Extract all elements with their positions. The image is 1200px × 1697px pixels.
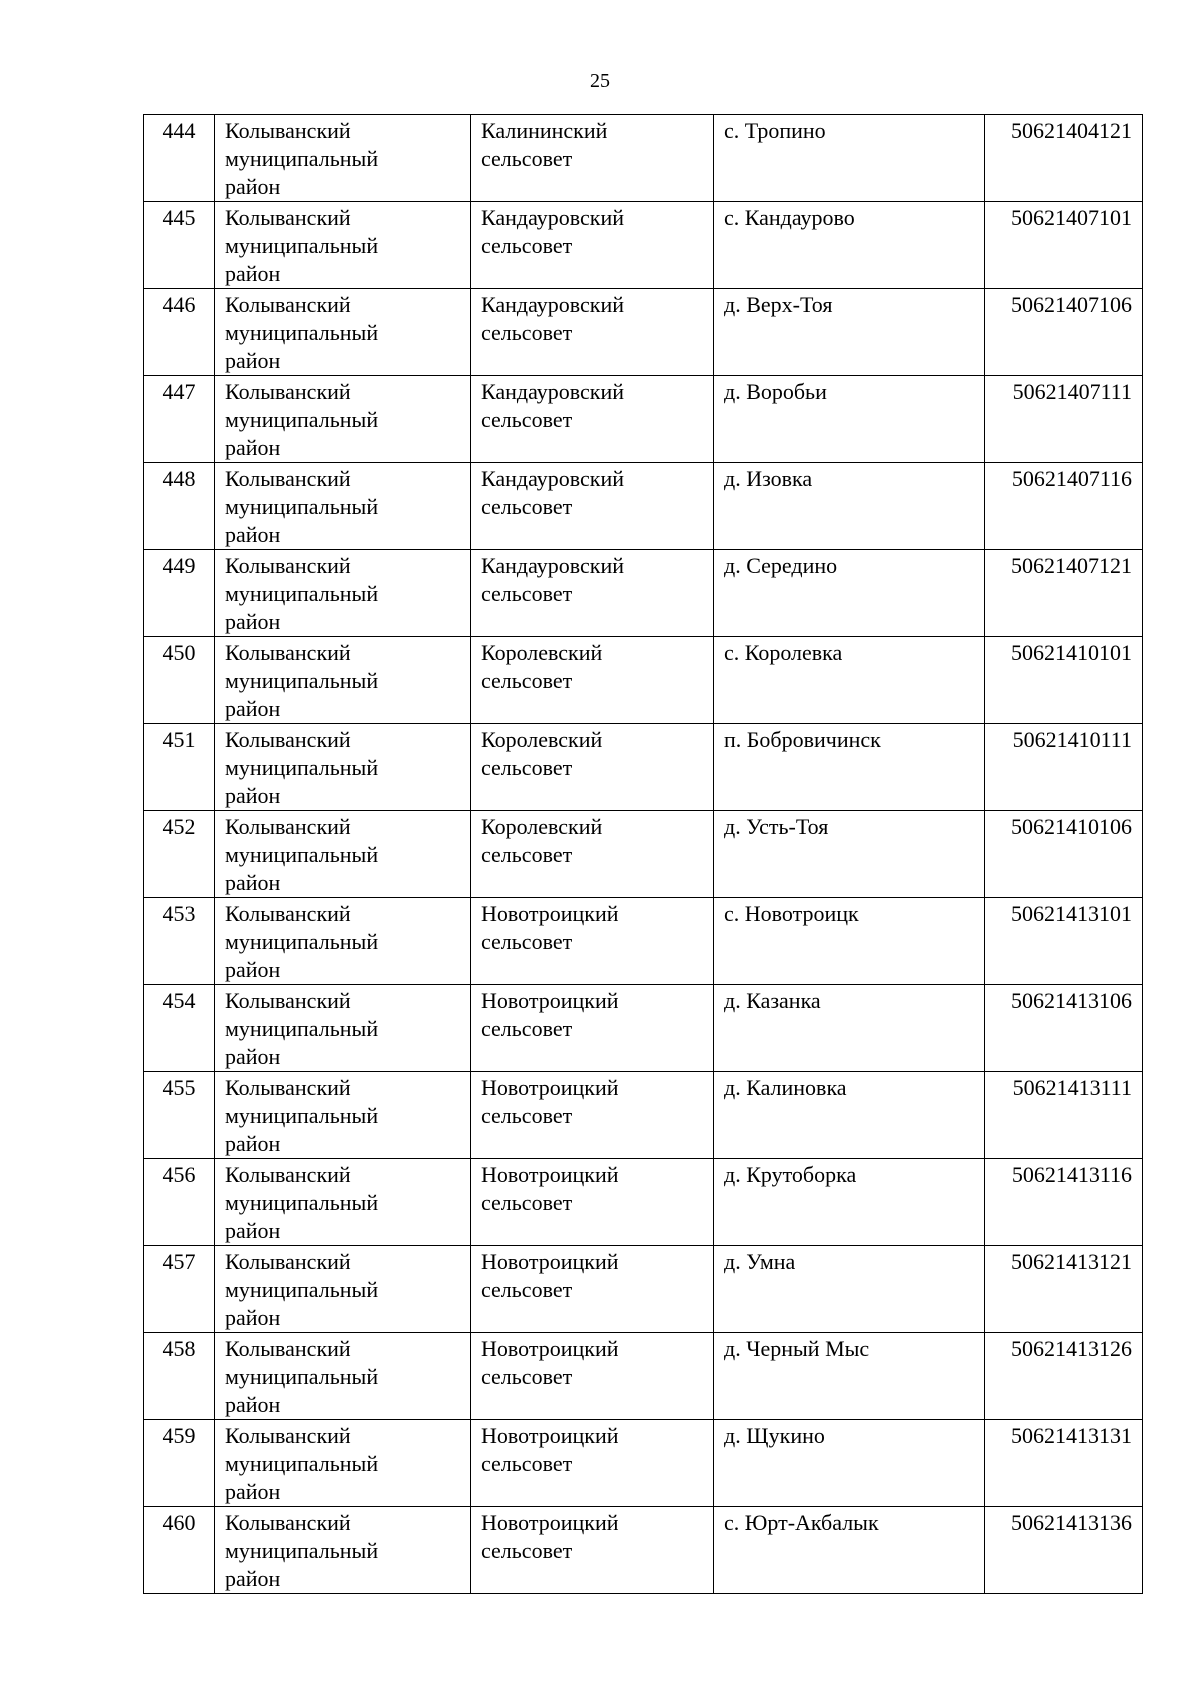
council-line: сельсовет	[481, 1277, 573, 1302]
table-row	[144, 898, 1143, 985]
district-line: муниципальный	[225, 233, 379, 258]
oktmo-code-cell: 50621410106	[985, 811, 1143, 898]
district-line: Колыванский	[225, 1249, 351, 1274]
district-cell	[215, 463, 471, 550]
oktmo-code-cell: 50621413106	[985, 985, 1143, 1072]
table-row	[144, 1333, 1143, 1420]
council-cell	[471, 1159, 714, 1246]
row-number: 458	[144, 1333, 215, 1420]
district-cell	[215, 202, 471, 289]
district-line: район	[225, 348, 281, 373]
table-row	[144, 1420, 1143, 1507]
district-cell	[215, 289, 471, 376]
council-line: Новотроицкий	[481, 1075, 619, 1100]
district-line: муниципальный	[225, 1364, 379, 1389]
district-line: район	[225, 1392, 281, 1417]
locality-cell: с. Юрт-Акбалык	[714, 1507, 985, 1594]
district-line: муниципальный	[225, 929, 379, 954]
district-line: район	[225, 783, 281, 808]
table-row	[144, 376, 1143, 463]
council-cell	[471, 1246, 714, 1333]
district-line: муниципальный	[225, 494, 379, 519]
row-number: 444	[144, 115, 215, 202]
district-line: муниципальный	[225, 1277, 379, 1302]
council-line: Кандауровский	[481, 205, 625, 230]
council-line: Новотроицкий	[481, 1336, 619, 1361]
oktmo-code-cell: 50621413126	[985, 1333, 1143, 1420]
table-row	[144, 1507, 1143, 1594]
row-number: 455	[144, 1072, 215, 1159]
district-cell	[215, 1507, 471, 1594]
district-line: Колыванский	[225, 205, 351, 230]
district-cell	[215, 1333, 471, 1420]
oktmo-code-cell: 50621413121	[985, 1246, 1143, 1333]
locality-cell: п. Бобровичинск	[714, 724, 985, 811]
district-cell	[215, 1072, 471, 1159]
row-number: 460	[144, 1507, 215, 1594]
locality-cell: д. Середино	[714, 550, 985, 637]
district-cell	[215, 1420, 471, 1507]
district-line: муниципальный	[225, 755, 379, 780]
council-line: сельсовет	[481, 668, 573, 693]
oktmo-code-cell: 50621407111	[985, 376, 1143, 463]
council-line: сельсовет	[481, 1538, 573, 1563]
council-line: сельсовет	[481, 581, 573, 606]
locality-cell: д. Крутоборка	[714, 1159, 985, 1246]
council-cell	[471, 1507, 714, 1594]
district-line: район	[225, 1044, 281, 1069]
locality-cell: д. Воробьи	[714, 376, 985, 463]
locality-cell: д. Усть-Тоя	[714, 811, 985, 898]
council-cell	[471, 637, 714, 724]
council-line: сельсовет	[481, 494, 573, 519]
district-line: Колыванский	[225, 466, 351, 491]
council-line: Калининский	[481, 118, 608, 143]
council-line: Новотроицкий	[481, 988, 619, 1013]
district-line: Колыванский	[225, 553, 351, 578]
council-cell	[471, 811, 714, 898]
district-line: Колыванский	[225, 1423, 351, 1448]
table-row	[144, 202, 1143, 289]
district-line: муниципальный	[225, 1451, 379, 1476]
council-line: Королевский	[481, 727, 603, 752]
table-row	[144, 550, 1143, 637]
council-line: Новотроицкий	[481, 1249, 619, 1274]
council-line: Кандауровский	[481, 379, 625, 404]
district-line: муниципальный	[225, 1190, 379, 1215]
district-line: муниципальный	[225, 407, 379, 432]
district-line: район	[225, 522, 281, 547]
district-line: муниципальный	[225, 668, 379, 693]
district-line: район	[225, 957, 281, 982]
locality-cell: д. Щукино	[714, 1420, 985, 1507]
settlements-table-body	[144, 115, 1143, 1594]
row-number: 451	[144, 724, 215, 811]
oktmo-code-cell: 50621407101	[985, 202, 1143, 289]
district-cell	[215, 550, 471, 637]
oktmo-code-cell: 50621407121	[985, 550, 1143, 637]
council-line: Кандауровский	[481, 466, 625, 491]
district-line: муниципальный	[225, 1538, 379, 1563]
district-line: муниципальный	[225, 842, 379, 867]
council-line: сельсовет	[481, 233, 573, 258]
council-line: Кандауровский	[481, 553, 625, 578]
table-row	[144, 1072, 1143, 1159]
oktmo-code-cell: 50621413116	[985, 1159, 1143, 1246]
page-number: 25	[590, 70, 610, 92]
district-cell	[215, 985, 471, 1072]
row-number: 448	[144, 463, 215, 550]
district-line: муниципальный	[225, 581, 379, 606]
district-line: Колыванский	[225, 118, 351, 143]
district-line: район	[225, 435, 281, 460]
district-line: Колыванский	[225, 901, 351, 926]
table-row	[144, 463, 1143, 550]
row-number: 454	[144, 985, 215, 1072]
district-line: муниципальный	[225, 1103, 379, 1128]
table-row	[144, 289, 1143, 376]
oktmo-code-cell: 50621407116	[985, 463, 1143, 550]
locality-cell: с. Королевка	[714, 637, 985, 724]
district-cell	[215, 811, 471, 898]
district-cell	[215, 376, 471, 463]
row-number: 445	[144, 202, 215, 289]
oktmo-code-cell: 50621410111	[985, 724, 1143, 811]
council-line: сельсовет	[481, 842, 573, 867]
oktmo-code-cell: 50621410101	[985, 637, 1143, 724]
district-cell	[215, 637, 471, 724]
district-line: район	[225, 1566, 281, 1591]
row-number: 449	[144, 550, 215, 637]
district-line: Колыванский	[225, 379, 351, 404]
locality-cell: с. Новотроицк	[714, 898, 985, 985]
locality-cell: д. Умна	[714, 1246, 985, 1333]
district-line: район	[225, 1131, 281, 1156]
table-row	[144, 115, 1143, 202]
settlements-table	[143, 114, 1143, 1594]
row-number: 447	[144, 376, 215, 463]
table-row	[144, 1159, 1143, 1246]
oktmo-code-cell: 50621413111	[985, 1072, 1143, 1159]
district-line: район	[225, 870, 281, 895]
row-number: 453	[144, 898, 215, 985]
council-line: сельсовет	[481, 1190, 573, 1215]
council-line: Новотроицкий	[481, 1423, 619, 1448]
council-line: Новотроицкий	[481, 901, 619, 926]
council-line: сельсовет	[481, 755, 573, 780]
locality-cell: д. Калиновка	[714, 1072, 985, 1159]
table-row	[144, 1246, 1143, 1333]
district-cell	[215, 1159, 471, 1246]
oktmo-code-cell: 50621413136	[985, 1507, 1143, 1594]
council-cell	[471, 1333, 714, 1420]
council-cell	[471, 898, 714, 985]
district-line: Колыванский	[225, 1162, 351, 1187]
table-row	[144, 985, 1143, 1072]
district-line: район	[225, 1218, 281, 1243]
district-line: район	[225, 1305, 281, 1330]
council-cell	[471, 376, 714, 463]
oktmo-code-cell: 50621413131	[985, 1420, 1143, 1507]
locality-cell: с. Кандаурово	[714, 202, 985, 289]
row-number: 452	[144, 811, 215, 898]
council-cell	[471, 1420, 714, 1507]
locality-cell: с. Тропино	[714, 115, 985, 202]
locality-cell: д. Верх-Тоя	[714, 289, 985, 376]
council-line: Королевский	[481, 814, 603, 839]
district-line: муниципальный	[225, 1016, 379, 1041]
locality-cell: д. Черный Мыс	[714, 1333, 985, 1420]
row-number: 456	[144, 1159, 215, 1246]
oktmo-code-cell: 50621407106	[985, 289, 1143, 376]
council-cell	[471, 289, 714, 376]
council-cell	[471, 202, 714, 289]
council-line: сельсовет	[481, 1364, 573, 1389]
council-line: сельсовет	[481, 1103, 573, 1128]
district-line: муниципальный	[225, 320, 379, 345]
district-line: Колыванский	[225, 727, 351, 752]
district-line: район	[225, 174, 281, 199]
district-line: Колыванский	[225, 1336, 351, 1361]
district-line: район	[225, 609, 281, 634]
council-cell	[471, 463, 714, 550]
council-cell	[471, 985, 714, 1072]
council-cell	[471, 550, 714, 637]
council-line: сельсовет	[481, 929, 573, 954]
table-row	[144, 637, 1143, 724]
council-line: Королевский	[481, 640, 603, 665]
council-cell	[471, 115, 714, 202]
district-line: Колыванский	[225, 292, 351, 317]
council-cell	[471, 724, 714, 811]
oktmo-code-cell: 50621413101	[985, 898, 1143, 985]
district-cell	[215, 724, 471, 811]
council-line: сельсовет	[481, 1016, 573, 1041]
council-line: сельсовет	[481, 320, 573, 345]
row-number: 459	[144, 1420, 215, 1507]
district-line: Колыванский	[225, 988, 351, 1013]
district-line: Колыванский	[225, 1510, 351, 1535]
district-line: Колыванский	[225, 814, 351, 839]
council-line: сельсовет	[481, 146, 573, 171]
district-cell	[215, 1246, 471, 1333]
table-row	[144, 811, 1143, 898]
district-line: Колыванский	[225, 1075, 351, 1100]
district-cell	[215, 115, 471, 202]
row-number: 457	[144, 1246, 215, 1333]
district-line: район	[225, 261, 281, 286]
table-row	[144, 724, 1143, 811]
oktmo-code-cell: 50621404121	[985, 115, 1143, 202]
district-line: район	[225, 1479, 281, 1504]
row-number: 450	[144, 637, 215, 724]
locality-cell: д. Изовка	[714, 463, 985, 550]
district-line: район	[225, 696, 281, 721]
row-number: 446	[144, 289, 215, 376]
council-line: сельсовет	[481, 407, 573, 432]
district-line: муниципальный	[225, 146, 379, 171]
council-line: Новотроицкий	[481, 1162, 619, 1187]
district-line: Колыванский	[225, 640, 351, 665]
district-cell	[215, 898, 471, 985]
council-line: сельсовет	[481, 1451, 573, 1476]
locality-cell: д. Казанка	[714, 985, 985, 1072]
council-line: Кандауровский	[481, 292, 625, 317]
council-line: Новотроицкий	[481, 1510, 619, 1535]
council-cell	[471, 1072, 714, 1159]
